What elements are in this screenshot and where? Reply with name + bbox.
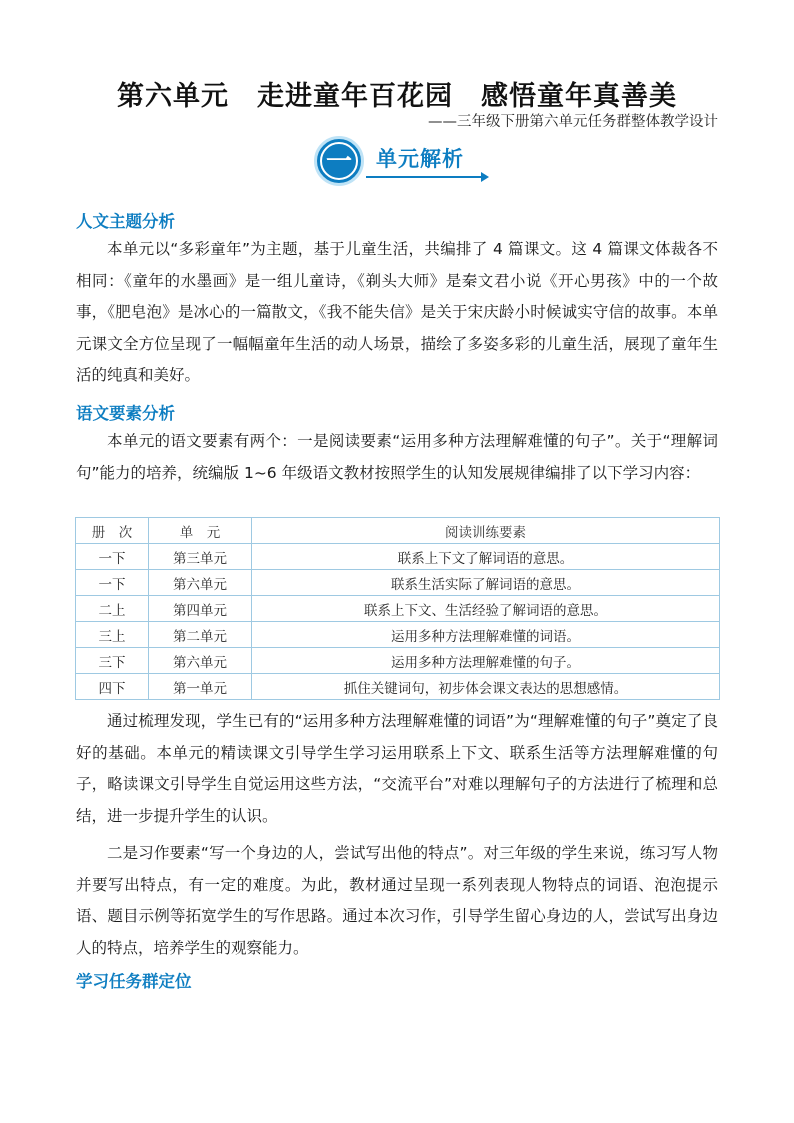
table-row (76, 674, 720, 700)
table-cell: 第六单元 (149, 570, 252, 596)
table-cell: 一下 (76, 570, 149, 596)
table-cell: 二上 (76, 596, 149, 622)
paragraph-writing-element: 二是习作要素“写一个身边的人，尝试写出他的特点”。对三年级的学生来说，练习写人物并要写出特点，有一定的难度。为此，教材通过呈现一系列表现人物特点的词语、泡泡提示语、题目示例等拓宽学生的写作思路。通过本次习作，引导学生留心身边的人，尝试写出身边人的特点，培养学生的观察能力。 (76, 844, 718, 957)
title-part-2: 走进童年百花园 (257, 81, 453, 112)
table-cell: 联系上下文、生活经验了解词语的意思。 (252, 596, 720, 622)
document-title (0, 74, 794, 113)
table-cell: 抓住关键词句，初步体会课文表达的思想感情。 (252, 674, 720, 700)
table-cell: 第三单元 (149, 544, 252, 570)
banner-underline (366, 176, 486, 178)
arrow-right-icon (481, 172, 489, 182)
table-cell: 第一单元 (149, 674, 252, 700)
table-row (76, 622, 720, 648)
banner-number: 一 (320, 142, 358, 180)
table-header-cell: 单 元 (149, 518, 252, 544)
table-cell: 联系上下文了解词语的意思。 (252, 544, 720, 570)
section-banner (310, 132, 490, 190)
reading-elements-table (75, 517, 720, 700)
paragraph-language-analysis: 通过梳理发现，学生已有的“运用多种方法理解难懂的词语”为“理解难懂的句子”奠定了良好的基础。本单元的精读课文引导学生学习运用联系上下文、联系生活等方法理解难懂的句子，略读课文引导学生自觉运用这些方法，“交流平台”对难以理解句子的方法进行了梳理和总结，进一步提升学生的认识。 (76, 712, 718, 825)
table-cell: 第六单元 (149, 648, 252, 674)
table-header-row (76, 518, 720, 544)
title-part-3: 感悟童年真善美 (481, 81, 677, 112)
table-cell: 第二单元 (149, 622, 252, 648)
table-row (76, 544, 720, 570)
document-subtitle: ——三年级下册第六单元任务群整体教学设计 (428, 114, 718, 130)
table-cell: 一下 (76, 544, 149, 570)
table-header-cell: 册 次 (76, 518, 149, 544)
table-header-cell: 阅读训练要素 (252, 518, 720, 544)
table-cell: 运用多种方法理解难懂的句子。 (252, 648, 720, 674)
table-cell: 三下 (76, 648, 149, 674)
paragraph-language-intro: 本单元的语文要素有两个：一是阅读要素“运用多种方法理解难懂的句子”。关于“理解词句”能力的培养，统编版 1~6 年级语文教材按照学生的认知发展规律编排了以下学习内容： (76, 432, 718, 482)
table-row (76, 570, 720, 596)
table-row (76, 596, 720, 622)
table-cell: 联系生活实际了解词语的意思。 (252, 570, 720, 596)
table-cell: 三上 (76, 622, 149, 648)
banner-number-badge (314, 136, 364, 186)
heading-task-group: 学习任务群定位 (76, 972, 192, 991)
paragraph-humanities-theme: 本单元以“多彩童年”为主题，基于儿童生活，共编排了 4 篇课文。这 4 篇课文体裁各不相同：《童年的水墨画》是一组儿童诗，《剃头大师》是秦文君小说《开心男孩》中的一个故事，《肥皂泡》是冰心的一篇散文，《我不能失信》是关于宋庆龄小时候诚实守信的故事。本单元课文全方位呈现了一幅幅童年生活的动人场景，描绘了多姿多彩的儿童生活，展现了童年生活的纯真和美好。 (76, 240, 718, 384)
table-row (76, 648, 720, 674)
heading-language-elements: 语文要素分析 (76, 404, 175, 423)
heading-humanities-theme: 人文主题分析 (76, 212, 175, 231)
table-cell: 第四单元 (149, 596, 252, 622)
banner-label: 单元解析 (376, 147, 464, 171)
table-cell: 运用多种方法理解难懂的词语。 (252, 622, 720, 648)
title-part-1: 第六单元 (117, 81, 229, 112)
table-cell: 四下 (76, 674, 149, 700)
